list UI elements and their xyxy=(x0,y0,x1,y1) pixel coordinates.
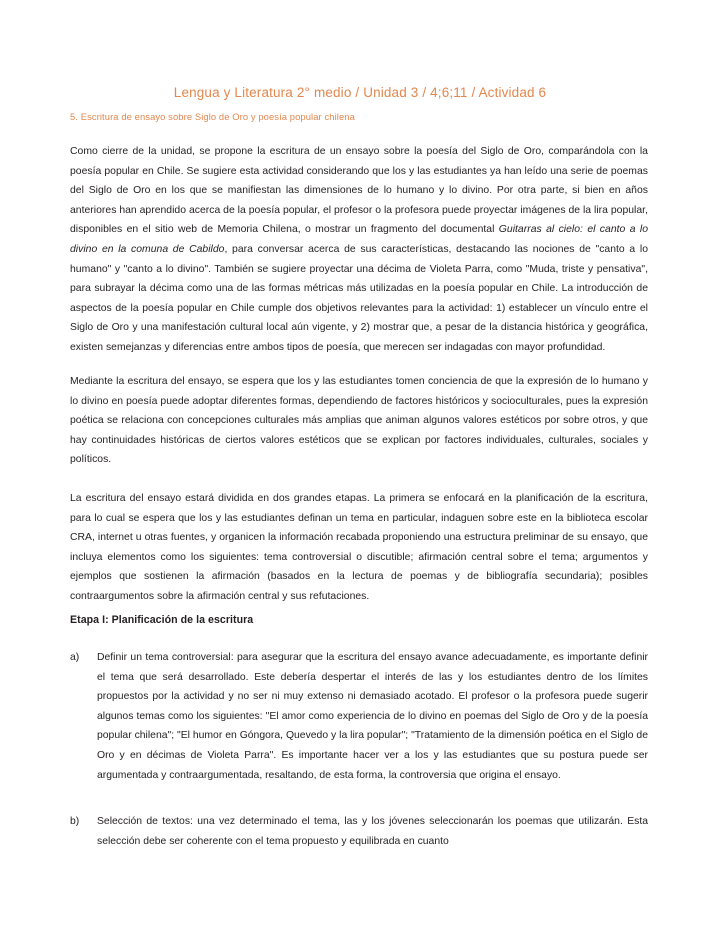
list-marker-a: a) xyxy=(70,652,80,663)
activity-subtitle: 5. Escritura de ensayo sobre Siglo de Oro y poesía popular chilena xyxy=(70,111,355,122)
list-text-b: Selección de textos: una vez determinado el tema, las y los jóvenes seleccionarán los poemas que utilizarán. Esta selección debe ser coherente con el tema propuesto y equilibrada en cuanto xyxy=(97,816,648,847)
documentary-title-italic: Guitarras al cielo: el canto a lo divino en la comuna de Cabildo xyxy=(70,224,648,255)
paragraph-intro-part1: Como cierre de la unidad, se propone la escritura de un ensayo sobre la poesía del Siglo de Oro, comparándola con la poesía popular en Chile. Se sugiere esta actividad considerando que los y las estudiantes ya han leído una serie de poemas del Siglo de Oro en los que se manifiestan las dimensiones de lo humano y lo divino. Por otra parte, si bien en años anteriores han aprendido acerca de la poesía popular, el profesor o la profesora puede proyectar imágenes de la lira popular, disponibles en el sitio web de Memoria Chilena, o mostrar un fragmento del documental xyxy=(70,146,648,236)
paragraph-intro-part2: , para conversar acerca de sus características, destacando las nociones de "canto a lo humano" y "canto a lo divino". También se sugiere proyectar una décima de Violeta Parra, como "Muda, triste y pensativa", para subrayar la décima como una de las formas métricas más utilizadas en la poesía popular en Chile. La introducción de aspectos de la poesía popular en Chile cumple dos objetivos relevantes para la actividad: 1) establecer un vínculo entre el Siglo de Oro y una manifestación cultural local aún vigente, y 2) mostrar que, a pesar de la distancia histórica y geográfica, existen semejanzas y diferencias entre ambos tipos de poesía, que merecen ser indagadas con mayor profundidad. xyxy=(70,243,648,353)
paragraph-objectives: Mediante la escritura del ensayo, se espera que los y las estudiantes tomen conciencia de que la expresión de lo humano y lo divino en poesía puede adoptar diferentes formas, dependiendo de factores históricos y socioculturales, pues la expresión poética se relaciona con concepciones culturales más amplias que animan algunos valores estéticos por sobre otros, y que hay continuidades históricas de ciertos valores estéticos que se explican por factores individuales, culturales, sociales y políticos. xyxy=(70,376,648,466)
list-item xyxy=(70,812,648,851)
paragraph-structure: La escritura del ensayo estará dividida en dos grandes etapas. La primera se enfocará en la planificación de la escritura, para lo cual se espera que los y las estudiantes definan un tema en particular, indaguen sobre este en la biblioteca escolar CRA, internet u otras fuentes, y organicen la información recabada proponiendo una estructura preliminar de su ensayo, que incluya elementos como los siguientes: tema controversial o discutible; afirmación central sobre el tema; argumentos y ejemplos que sostienen la afirmación (basados en la lectura de poemas y de bibliografía secundaria); posibles contraargumentos sobre la afirmación central y sus refutaciones. xyxy=(70,493,648,602)
list-marker-b: b) xyxy=(70,816,80,827)
etapa-item-a-container xyxy=(70,648,648,785)
document-header-title: Lengua y Literatura 2° medio / Unidad 3 / 4;6;11 / Actividad 6 xyxy=(173,85,547,100)
paragraph-intro-container xyxy=(70,142,648,358)
etapa-item-b-container xyxy=(70,812,648,851)
list-text-a: Definir un tema controversial: para asegurar que la escritura del ensayo avance adecuadamente, es importante definir el tema que será desarrollado. Este debería despertar el interés de las y los estudiantes dentro de los límites propuestos por la actividad y no ser ni muy extenso ni demasiado acotado. El profesor o la profesora puede sugerir algunos temas como los siguientes: "El amor como experiencia de lo divino en poemas del Siglo de Oro y de la poesía popular chilena"; "El humor en Góngora, Quevedo y la lira popular"; "Tratamiento de la dimensión poética en el Siglo de Oro y en décimas de Violeta Parra". Es importante hacer ver a los y las estudiantes que su postura puede ser argumentada y contraargumentada, resaltando, de esta forma, la controversia que origina el ensayo. xyxy=(97,652,648,781)
paragraph-intro xyxy=(70,142,648,358)
paragraph-structure-container xyxy=(70,489,648,607)
list-item xyxy=(70,648,648,785)
etapa-i-heading: Etapa I: Planificación de la escritura xyxy=(70,614,254,626)
paragraph-objectives-container xyxy=(70,372,648,470)
